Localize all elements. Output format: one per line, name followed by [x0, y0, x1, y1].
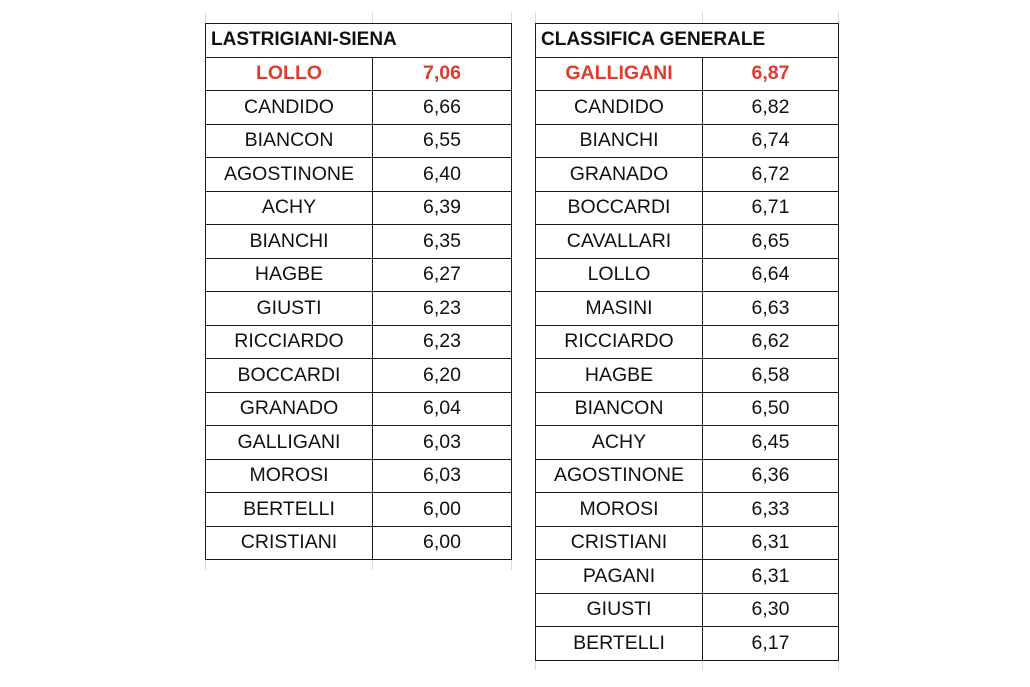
table-row: [536, 325, 839, 359]
player-score: 6,72: [703, 158, 839, 192]
player-score: 6,04: [373, 392, 512, 426]
player-score: 6,39: [373, 191, 512, 225]
player-score: 6,82: [703, 91, 839, 125]
table-row: [206, 158, 512, 192]
player-score: 6,71: [703, 191, 839, 225]
player-score: 6,20: [373, 359, 512, 393]
table-row: [536, 258, 839, 292]
player-name: PAGANI: [536, 560, 703, 594]
player-score: 6,30: [703, 593, 839, 627]
player-name: RICCIARDO: [536, 325, 703, 359]
top-player-row: [536, 57, 839, 91]
table-row: [206, 258, 512, 292]
player-score: 6,31: [703, 526, 839, 560]
gridline: [535, 660, 536, 670]
player-name: CANDIDO: [536, 91, 703, 125]
player-name: HAGBE: [206, 258, 373, 292]
lastrigiani-siena-table: [205, 23, 512, 560]
table-title-row: [206, 24, 512, 58]
table-row: [206, 191, 512, 225]
table-row: [206, 124, 512, 158]
table-row: [536, 91, 839, 125]
player-name: RICCIARDO: [206, 325, 373, 359]
player-score: 6,58: [703, 359, 839, 393]
top-player-row: [206, 57, 512, 91]
player-name: MOROSI: [536, 493, 703, 527]
player-score: 6,03: [373, 426, 512, 460]
player-name: GRANADO: [536, 158, 703, 192]
player-score: 6,50: [703, 392, 839, 426]
table-row: [536, 459, 839, 493]
table-row: [536, 359, 839, 393]
gridline: [838, 12, 839, 23]
table-row: [206, 325, 512, 359]
player-name: HAGBE: [536, 359, 703, 393]
player-name: CRISTIANI: [206, 526, 373, 560]
table-row: [536, 225, 839, 259]
player-name: BOCCARDI: [206, 359, 373, 393]
table-row: [206, 426, 512, 460]
player-score: 6,17: [703, 627, 839, 661]
gridline: [372, 560, 373, 570]
player-score: 6,55: [373, 124, 512, 158]
player-score: 6,64: [703, 258, 839, 292]
table-row: [206, 225, 512, 259]
table-row: [536, 392, 839, 426]
player-score: 6,23: [373, 292, 512, 326]
player-name: GIUSTI: [536, 593, 703, 627]
player-name: BERTELLI: [536, 627, 703, 661]
gridline: [511, 560, 512, 570]
player-score: 6,00: [373, 493, 512, 527]
gridline: [535, 12, 536, 23]
gridline: [205, 12, 206, 23]
player-name: LOLLO: [536, 258, 703, 292]
player-name: AGOSTINONE: [206, 158, 373, 192]
table-row: [536, 526, 839, 560]
table-row: [206, 292, 512, 326]
player-name: MASINI: [536, 292, 703, 326]
table-row: [206, 91, 512, 125]
player-score: 6,33: [703, 493, 839, 527]
player-name: ACHY: [206, 191, 373, 225]
player-score: 6,66: [373, 91, 512, 125]
player-score: 6,03: [373, 459, 512, 493]
player-name: LOLLO: [206, 57, 373, 91]
player-score: 6,27: [373, 258, 512, 292]
table-row: [536, 493, 839, 527]
player-score: 6,87: [703, 57, 839, 91]
player-name: BIANCON: [536, 392, 703, 426]
player-name: AGOSTINONE: [536, 459, 703, 493]
table-row: [536, 292, 839, 326]
player-score: 6,65: [703, 225, 839, 259]
player-name: ACHY: [536, 426, 703, 460]
table-row: [536, 158, 839, 192]
player-name: GRANADO: [206, 392, 373, 426]
table-row: [536, 124, 839, 158]
player-score: 7,06: [373, 57, 512, 91]
gridline: [702, 12, 703, 23]
player-score: 6,45: [703, 426, 839, 460]
table-row: [536, 560, 839, 594]
player-name: BIANCHI: [536, 124, 703, 158]
table-row: [536, 426, 839, 460]
player-name: GALLIGANI: [536, 57, 703, 91]
gridline: [372, 12, 373, 23]
table-row: [536, 593, 839, 627]
player-name: BIANCON: [206, 124, 373, 158]
player-name: CANDIDO: [206, 91, 373, 125]
player-name: CRISTIANI: [536, 526, 703, 560]
player-score: 6,36: [703, 459, 839, 493]
player-score: 6,63: [703, 292, 839, 326]
table-row: [206, 359, 512, 393]
classifica-generale-table: [535, 23, 839, 661]
player-score: 6,31: [703, 560, 839, 594]
player-score: 6,35: [373, 225, 512, 259]
player-name: CAVALLARI: [536, 225, 703, 259]
table-row: [206, 526, 512, 560]
gridline: [838, 660, 839, 670]
table-row: [206, 459, 512, 493]
gridline: [702, 660, 703, 670]
table-row: [206, 392, 512, 426]
player-name: MOROSI: [206, 459, 373, 493]
table-title: LASTRIGIANI-SIENA: [206, 24, 512, 58]
table-title: CLASSIFICA GENERALE: [536, 24, 839, 58]
player-score: 6,62: [703, 325, 839, 359]
gridline: [511, 12, 512, 23]
player-name: GALLIGANI: [206, 426, 373, 460]
table-row: [536, 627, 839, 661]
player-name: BERTELLI: [206, 493, 373, 527]
table-row: [206, 493, 512, 527]
player-name: BIANCHI: [206, 225, 373, 259]
player-score: 6,00: [373, 526, 512, 560]
player-score: 6,40: [373, 158, 512, 192]
table-title-row: [536, 24, 839, 58]
player-score: 6,74: [703, 124, 839, 158]
player-name: GIUSTI: [206, 292, 373, 326]
player-name: BOCCARDI: [536, 191, 703, 225]
player-score: 6,23: [373, 325, 512, 359]
table-row: [536, 191, 839, 225]
gridline: [205, 560, 206, 570]
